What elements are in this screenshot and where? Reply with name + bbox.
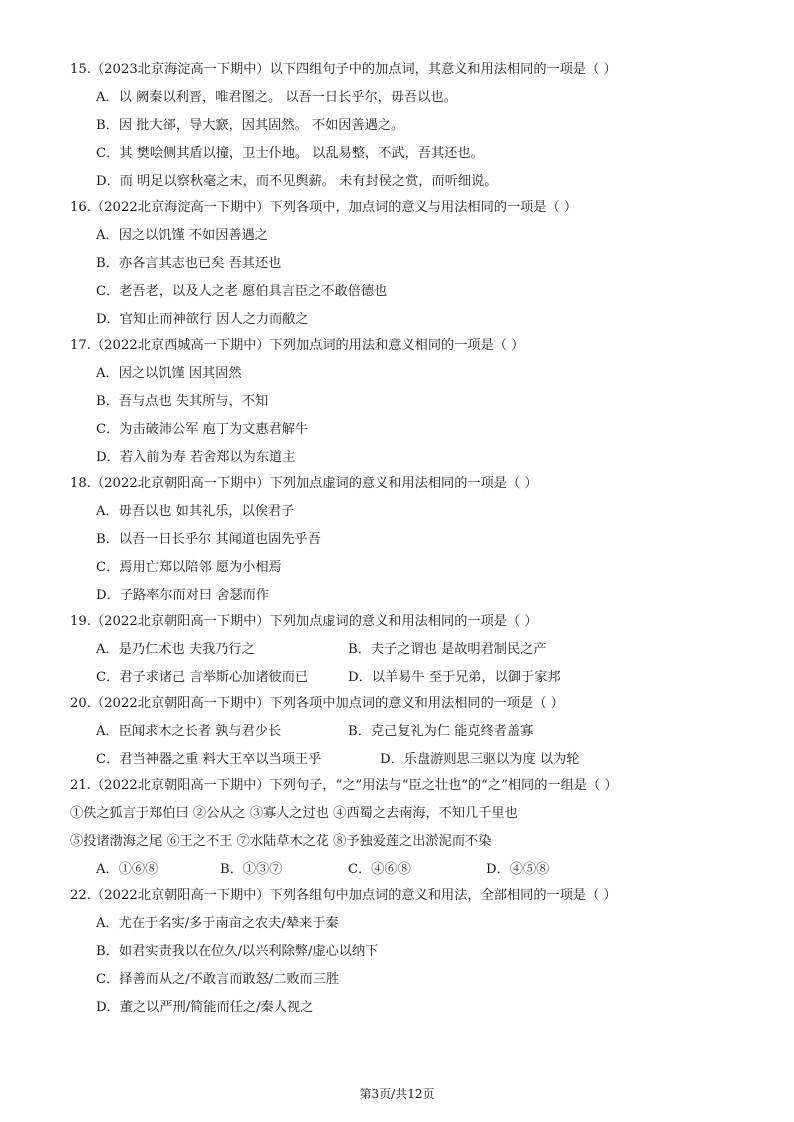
question-20-option-c: C．君当神器之重 料大王卒以当项王乎 — [96, 752, 322, 767]
question-16-stem: 16.（2022北京海淀高一下期中）下列各项中，加点词的意义与用法相同的一项是（ ） — [70, 200, 578, 215]
question-16-option-a: A．因之以饥馑 不如因善遇之 — [96, 228, 268, 243]
question-22-option-d: D．董之以严刑/简能而任之/秦人视之 — [96, 1000, 314, 1015]
question-22-option-a: A．尤在于名实/多于南亩之农夫/辇来于秦 — [96, 916, 339, 931]
question-17-option-b: B．吾与点也 失其所与，不知 — [96, 394, 269, 409]
question-17-option-a: A．因之以饥馑 因其固然 — [96, 366, 242, 381]
question-21-stem: 21.（2022北京朝阳高一下期中）下列句子，“之”用法与“臣之壮也”的“之”相同的一组是（ ） — [70, 778, 618, 793]
question-18-option-d: D．子路率尔而对曰 舍瑟而作 — [96, 588, 270, 603]
question-21-option-b: B．①③⑦ — [220, 862, 283, 877]
question-21-option-d: D．④⑤⑧ — [486, 862, 550, 877]
question-19-stem: 19.（2022北京朝阳高一下期中）下列加点虚词的意义和用法相同的一项是（ ） — [70, 614, 538, 629]
question-20-option-a: A．臣闻求木之长者 孰与君少长 — [96, 724, 282, 739]
question-18-option-a: A．毋吾以也 如其礼乐，以俟君子 — [96, 504, 295, 519]
question-22-option-b: B．如君实责我以在位久/以兴利除弊/虚心以纳下 — [96, 944, 379, 959]
page-number: 第3页/共12页 — [359, 1087, 435, 1101]
question-18-option-c: C．焉用亡郑以陪邻 愿为小相焉 — [96, 560, 282, 575]
question-21-items-line-2: ⑤投诸渤海之尾 ⑥王之不王 ⑦水陆草木之花 ⑧予独爱莲之出淤泥而不染 — [70, 834, 492, 849]
question-19-option-b: B．夫子之谓也 是故明君制民之产 — [348, 642, 547, 657]
question-18-option-b: B．以吾一日长乎尔 其闻道也固先乎吾 — [96, 532, 321, 547]
question-21-option-c: C．④⑥⑧ — [348, 862, 411, 877]
question-15-option-b: B．因 批大郤，导大窾，因其固然。 不如因善遇之。 — [96, 118, 405, 133]
question-15-option-d: D．而 明足以察秋毫之末，而不见舆薪。 未有封侯之赏，而听细说。 — [96, 174, 498, 189]
question-20-option-b: B．克己复礼为仁 能克终者盖寡 — [348, 724, 534, 739]
question-21-option-a: A．①⑥⑧ — [96, 862, 159, 877]
question-20-stem: 20.（2022北京朝阳高一下期中）下列各项中加点词的意义和用法相同的一项是（ ） — [70, 696, 564, 711]
question-19-option-d: D．以羊易牛 至于兄弟，以御于家邦 — [348, 670, 561, 685]
question-15-stem: 15.（2023北京海淀高一下期中）以下四组句子中的加点词，其意义和用法相同的一项是（ ） — [70, 62, 617, 77]
question-22-stem: 22.（2022北京朝阳高一下期中）下列各组句中加点词的意义和用法，全部相同的一项是（ ） — [70, 888, 617, 903]
question-16-option-b: B．亦各言其志也已矣 吾其还也 — [96, 256, 282, 271]
question-16-option-d: D．官知止而神欲行 因人之力而敝之 — [96, 312, 309, 327]
question-17-option-d: D．若入前为寿 若舍郑以为东道主 — [96, 450, 296, 465]
question-16-option-c: C．老吾老，以及人之老 愿伯具言臣之不敢倍德也 — [96, 284, 388, 299]
question-17-option-c: C．为击破沛公军 庖丁为文惠君解牛 — [96, 422, 309, 437]
question-15-option-c: C．其 樊哙侧其盾以撞，卫士仆地。 以乱易整，不武，吾其还也。 — [96, 146, 484, 161]
question-19-option-c: C．君子求诸己 言举斯心加诸彼而已 — [96, 670, 309, 685]
question-17-stem: 17.（2022北京西城高一下期中）下列加点词的用法和意义相同的一项是（ ） — [70, 338, 525, 353]
question-15-option-a: A．以 阙秦以利晋，唯君图之。 以吾一日长乎尔，毋吾以也。 — [96, 90, 457, 105]
question-21-items-line-1: ①佚之狐言于郑伯曰 ②公从之 ③寡人之过也 ④西蜀之去南海，不知几千里也 — [70, 806, 518, 821]
question-20-option-d: D．乐盘游则思三驱以为度 以为轮 — [380, 752, 580, 767]
question-19-option-a: A．是乃仁术也 夫我乃行之 — [96, 642, 255, 657]
question-18-stem: 18.（2022北京朝阳高一下期中）下列加点虚词的意义和用法相同的一项是（ ） — [70, 476, 538, 491]
question-22-option-c: C．择善而从之/不敢言而敢怒/二败而三胜 — [96, 972, 340, 987]
